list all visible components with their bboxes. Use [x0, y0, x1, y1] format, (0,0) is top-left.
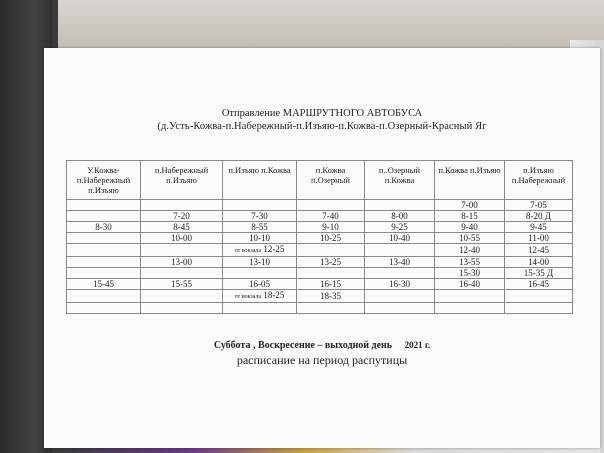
- table-row: [67, 200, 573, 211]
- table-cell: 13-00: [141, 257, 223, 268]
- table-cell: 13-55: [435, 257, 505, 268]
- table-cell: [141, 244, 223, 257]
- column-header: У.Кожва-п.Набережный п.Изъяю: [67, 161, 141, 200]
- table-cell: 16-45: [505, 279, 573, 290]
- table-cell: [141, 200, 223, 211]
- table-row: [67, 268, 573, 279]
- table-cell: 16-05: [223, 279, 297, 290]
- table-cell: [141, 290, 223, 303]
- table-cell: 13-25: [297, 257, 365, 268]
- table-cell: [297, 303, 365, 314]
- year-label: 2021 г.: [404, 340, 431, 350]
- period-note: расписание на период распутицы: [236, 353, 408, 367]
- station-note: от вокзала: [234, 248, 262, 254]
- table-cell: [365, 290, 435, 303]
- table-cell: 9-10: [297, 222, 365, 233]
- table-cell: [297, 244, 365, 257]
- table-cell: [67, 290, 141, 303]
- table-cell: [67, 257, 141, 268]
- table-cell: 15-55: [141, 279, 223, 290]
- table-cell: 9-45: [505, 222, 573, 233]
- sheet-title: Отправление МАРШРУТНОГО АВТОБУСА: [221, 108, 423, 119]
- table-cell: 8-45: [141, 222, 223, 233]
- table-cell: [297, 200, 365, 211]
- table-cell: [223, 200, 297, 211]
- table-cell: [67, 200, 141, 211]
- table-cell: 7-05: [505, 200, 573, 211]
- column-header: п.Изъяю п.Кожва: [223, 161, 297, 200]
- table-cell: 14-00: [505, 257, 573, 268]
- table-cell: [223, 244, 297, 257]
- table-row: [67, 244, 573, 257]
- schedule-sheet: [44, 48, 600, 448]
- table-cell: 12-45: [505, 244, 573, 257]
- table-cell: [365, 268, 435, 279]
- table-cell: 16-40: [435, 279, 505, 290]
- table-cell: 15-35 Д: [505, 268, 573, 279]
- table-cell: [435, 303, 505, 314]
- table-cell: [505, 290, 573, 303]
- table-cell: [435, 290, 505, 303]
- table-cell: 16-30: [365, 279, 435, 290]
- station-note: от вокзала: [234, 294, 262, 300]
- table-row: [67, 290, 573, 303]
- table-cell: [67, 233, 141, 244]
- table-cell: 9-25: [365, 222, 435, 233]
- table-row: [67, 303, 573, 314]
- table-cell: [67, 268, 141, 279]
- table-row: [67, 222, 573, 233]
- table-cell: 8-30: [67, 222, 141, 233]
- table-cell: 8-00: [365, 211, 435, 222]
- days-off-text: Суббота , Воскресение – выходной день: [213, 340, 393, 351]
- table-cell: 8-55: [223, 222, 297, 233]
- table-cell: 15-30: [435, 268, 505, 279]
- table-cell: [297, 268, 365, 279]
- column-header: п.Кожва п.Озерный: [297, 161, 365, 200]
- table-cell: 12-40: [435, 244, 505, 257]
- table-cell: 13-10: [223, 257, 297, 268]
- table-cell: [505, 303, 573, 314]
- table-header-row: [67, 161, 573, 200]
- schedule-table: [66, 160, 573, 314]
- column-header: п..Озерный п.Кожва: [365, 161, 435, 200]
- table-cell: [67, 244, 141, 257]
- table-cell: 7-30: [223, 211, 297, 222]
- table-cell: 16-15: [297, 279, 365, 290]
- table-cell: [141, 268, 223, 279]
- table-row: [67, 257, 573, 268]
- column-header: п.Изъяю п.Набережный: [505, 161, 573, 200]
- column-header: п.Набережный п.Изъяю: [141, 161, 223, 200]
- table-cell: 10-40: [365, 233, 435, 244]
- table-cell: 13-40: [365, 257, 435, 268]
- table-cell: 8-15: [435, 211, 505, 222]
- table-cell: 8-20 Д: [505, 211, 573, 222]
- table-cell: [67, 303, 141, 314]
- table-cell: [223, 268, 297, 279]
- table-cell: [365, 200, 435, 211]
- table-row: [67, 279, 573, 290]
- table-cell: [141, 303, 223, 314]
- table-cell: 7-00: [435, 200, 505, 211]
- column-header: п.Кожва п.Изъяю: [435, 161, 505, 200]
- table-cell: 18-35: [297, 290, 365, 303]
- table-cell: 15-45: [67, 279, 141, 290]
- route-description: (д.Усть-Кожва-п.Набережный-п.Изъяю-п.Кожва-п.Озерный-Красный Яг: [157, 121, 487, 132]
- table-cell: 10-55: [435, 233, 505, 244]
- time-value: 12-25: [263, 244, 285, 254]
- table-cell: [365, 244, 435, 257]
- table-cell: 9-40: [435, 222, 505, 233]
- table-cell: [67, 211, 141, 222]
- time-value: 18-25: [263, 290, 285, 300]
- table-cell: 11-00: [505, 233, 573, 244]
- table-cell: [223, 290, 297, 303]
- table-cell: [365, 303, 435, 314]
- table-row: [67, 233, 573, 244]
- table-cell: [223, 303, 297, 314]
- table-cell: 7-40: [297, 211, 365, 222]
- table-cell: 10-00: [141, 233, 223, 244]
- table-cell: 10-25: [297, 233, 365, 244]
- table-cell: 7-20: [141, 211, 223, 222]
- table-cell: 10-10: [223, 233, 297, 244]
- days-off-note: [44, 340, 600, 351]
- table-row: [67, 211, 573, 222]
